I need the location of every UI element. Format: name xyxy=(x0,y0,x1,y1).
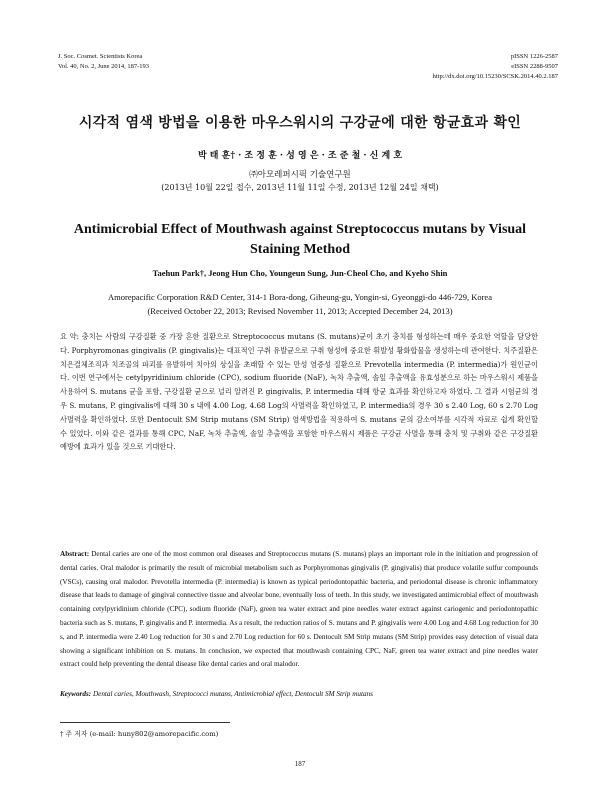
korean-affiliation: ㈜아모레퍼시픽 기술연구원 xyxy=(249,170,351,180)
journal-info xyxy=(58,52,149,72)
korean-title: 시각적 염색 방법을 이용한 마우스워시의 구강균에 대한 항균효과 확인 xyxy=(78,115,522,131)
korean-authors: 박 태 훈† · 조 정 훈 · 성 영 은 · 조 준 철 · 신 계 호 xyxy=(197,151,403,161)
english-affiliation: Amorepacific Corporation R&D Center, 314-1 Bora-dong, Giheung-gu, Yongin-si, Gyeonggi-do 446-729, Korea xyxy=(108,292,492,302)
keywords xyxy=(60,690,538,698)
english-abstract-label: Abstract: xyxy=(60,550,90,558)
footnote-divider xyxy=(60,722,230,723)
english-dates: (Received October 22, 2013; Revised November 11, 2013; Accepted December 24, 2013) xyxy=(147,306,453,316)
keywords-text: Dental caries, Mouthwash, Streptococci mutans, Antimicrobial effect, Dentocult SM Strip mutans xyxy=(92,690,373,698)
eissn: eISSN 2288-9507 xyxy=(511,63,558,70)
keywords-label: Keywords: xyxy=(60,690,92,698)
korean-abstract-label: 요 약: xyxy=(60,332,80,341)
korean-abstract-text: 충치는 사람의 구강질환 중 가장 흔한 질환으로 Streptococcus mutans (S. mutans)균이 초기 충치를 형성하는데 매우 중요한 역할을 담당한다. Porphyromonas gingivalis (P. gingivalis)는 대표적인 구취 유발균으로 구취 형성에 중요한 휘발성 황화합물을 생성하는데 관여한다. 치주질환은 치은결체조직과 치조골의 파괴를 유발하여 치아의 상실을 초래할 수 있는 만성 염증성 질환으로 Prevotella intermedia (P. intermedia)가 원인균이다. 이번 연구에서는 cetylpyridinium chloride (CPC), sodium fluoride (NaF), 녹차 추출액, 솔잎 추출액을 유효성분으로 하는 마우스워시 제품을 사용하여 S. mutans 균을 포함, 구강질환 균으로 널리 알려진 P. gingivalis, P. intermedia 대해 항균 효과를 확인하고자 하였다. 그 결과 시험균의 경우 S. mutans, P. gingivalis에 대해 30 s 내에 4.00 Log, 4.68 Log의 사멸력을 확인하였고, P. intermedia의 경우 30 s 2.40 Log, 60 s 2.70 Log 사멸력을 확인하였다. 또한 Dentocult SM Strip mutans (SM Strip) 염색방법을 적용하여 S. mutans 균의 감소여부를 시각적 자료로 쉽게 확인할 수 있었다. 이와 같은 결과를 통해 CPC, NaF, 녹차 추출액, 솔잎 추출액을 포함한 마우스워시 제품은 구강균 사멸을 통해 충치 및 구취와 같은 구강질환 예방에 효과가 있을 것으로 기대한다. xyxy=(60,332,538,452)
issn-info xyxy=(433,52,558,82)
english-title: Antimicrobial Effect of Mouthwash against Streptococcus mutans by Visual Staining Method xyxy=(73,222,527,257)
english-authors: Taehun Park†, Jeong Hun Cho, Youngeun Sung, Jun-Cheol Cho, and Kyeho Shin xyxy=(152,268,448,278)
english-abstract xyxy=(60,548,538,672)
english-abstract-text: Dental caries are one of the most common oral diseases and Streptococcus mutans (S. mutans) plays an important role in the initiation and progression of dental caries. Oral malodor is primarily the result of microbial metabolism such as Porphyromonas gingivalis (P. gingivalis) that produce volatile sulfur compounds (VSCs), causing oral malodor. Prevotella intermedia (P. intermedia) is known as typical periodontopathic bacteria, and periodontal disease is chronic inflammatory disease that leads to damage of gingival connective tissue and alveolar bone, eventually loss of teeth. In this study, we investigated antimicrobial effect of mouthwash containing cetylpyridinium chloride (CPC), sodium fluoride (NaF), green tea water extract and pine needles water extract against cariogenic and periodontopathic bacteria such as S. mutans, P. gingivalis and P. intermedia. As a result, the reduction ratios of S. mutans and P. gingivalis were 4.00 Log and 4.68 Log reduction for 30 s, and P. intermedia were 2.40 Log reduction for 30 s and 2.70 Log reduction for 60 s. Dentocult SM Strip mutans (SM Strip) provides easy detection of visual data showing a significant inhibition on S. mutans. In conclusion, we expected that mouthwash containing CPC, NaF, green tea water extract and pine needles water extract could help preventing the dental disease like dental caries and oral malodor. xyxy=(60,550,538,669)
journal-volume: Vol. 40, No. 2, June 2014, 187-193 xyxy=(58,63,150,70)
page-number: 187 xyxy=(294,760,306,768)
doi-link[interactable]: http://dx.doi.org/10.15230/SCSK.2014.40.2.187 xyxy=(432,73,558,80)
pissn: pISSN 1226-2587 xyxy=(510,53,558,60)
korean-abstract xyxy=(60,330,538,454)
korean-dates: (2013년 10월 22일 접수, 2013년 11월 11일 수정, 2013년 12월 24일 채택) xyxy=(161,183,439,192)
footnote: † 주 저자 (e-mail: huny802@amorepacific.com) xyxy=(60,730,219,738)
journal-name: J. Soc. Cosmet. Scientists Korea xyxy=(58,53,143,60)
